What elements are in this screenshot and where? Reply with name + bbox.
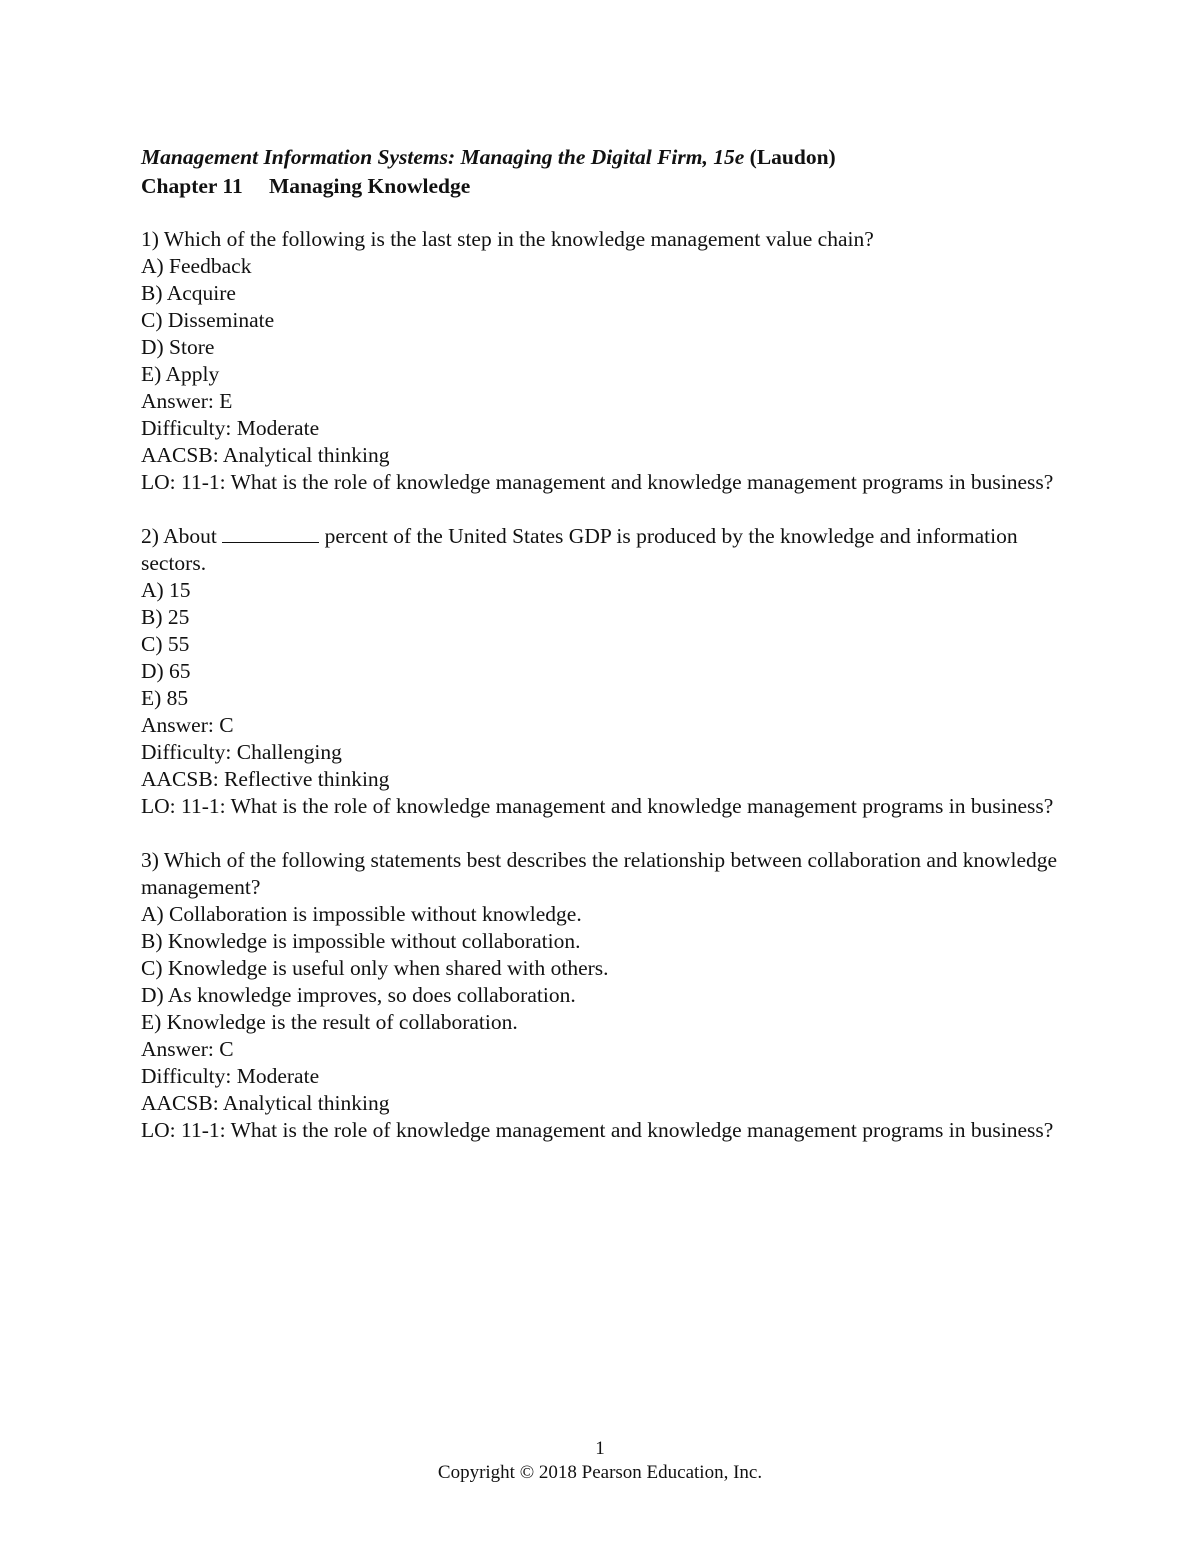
answer-option: A) Feedback (141, 254, 252, 278)
aacsb: AACSB: Analytical thinking (141, 1091, 390, 1115)
aacsb: AACSB: Reflective thinking (141, 767, 390, 791)
answer-option: B) 25 (141, 605, 190, 629)
answer-option: B) Knowledge is impossible without collaboration. (141, 929, 581, 953)
learning-objective: LO: 11-1: What is the role of knowledge management and knowledge management programs in business? (141, 794, 1054, 818)
document-header (141, 143, 1071, 201)
question-1 (141, 226, 1071, 496)
answer-option: A) Collaboration is impossible without knowledge. (141, 902, 582, 926)
aacsb: AACSB: Analytical thinking (141, 443, 390, 467)
question-stem-start: 2) About (141, 524, 223, 548)
correct-answer: Answer: E (141, 389, 233, 413)
answer-option: E) 85 (141, 686, 189, 710)
answer-option: A) 15 (141, 578, 191, 602)
answer-option: B) Acquire (141, 281, 236, 305)
question-2 (141, 523, 1071, 820)
answer-option: E) Apply (141, 362, 220, 386)
book-title: Management Information Systems: Managing the Digital Firm, 15e (141, 145, 745, 169)
document-page (141, 143, 1071, 1171)
correct-answer: Answer: C (141, 713, 234, 737)
question-stem-end: percent of the United States GDP is produced by the knowledge and information sectors. (141, 524, 1018, 575)
answer-option: C) 55 (141, 632, 190, 656)
question-3 (141, 847, 1071, 1144)
difficulty: Difficulty: Challenging (141, 740, 342, 764)
fill-in-blank (222, 524, 319, 543)
book-author: (Laudon) (749, 145, 836, 169)
answer-option: D) 65 (141, 659, 191, 683)
answer-option: E) Knowledge is the result of collaboration. (141, 1010, 518, 1034)
chapter-title: Managing Knowledge (269, 174, 471, 198)
chapter-number: Chapter 11 (141, 174, 243, 198)
difficulty: Difficulty: Moderate (141, 1064, 320, 1088)
question-stem (141, 523, 1071, 577)
learning-objective: LO: 11-1: What is the role of knowledge management and knowledge management programs in business? (141, 470, 1054, 494)
answer-option: C) Knowledge is useful only when shared with others. (141, 956, 609, 980)
book-title-line (141, 143, 1071, 172)
answer-option: D) Store (141, 335, 215, 359)
answer-option: D) As knowledge improves, so does collaboration. (141, 983, 576, 1007)
page-number: 1 (595, 1438, 605, 1459)
answer-option: C) Disseminate (141, 308, 275, 332)
learning-objective: LO: 11-1: What is the role of knowledge management and knowledge management programs in business? (141, 1118, 1054, 1142)
difficulty: Difficulty: Moderate (141, 416, 320, 440)
question-stem: 1) Which of the following is the last step in the knowledge management value chain? (141, 227, 874, 251)
copyright-notice: Copyright © 2018 Pearson Education, Inc. (437, 1462, 763, 1483)
correct-answer: Answer: C (141, 1037, 234, 1061)
question-stem: 3) Which of the following statements best describes the relationship between collaboration and knowledge management? (141, 848, 1058, 899)
chapter-heading (141, 172, 1071, 201)
